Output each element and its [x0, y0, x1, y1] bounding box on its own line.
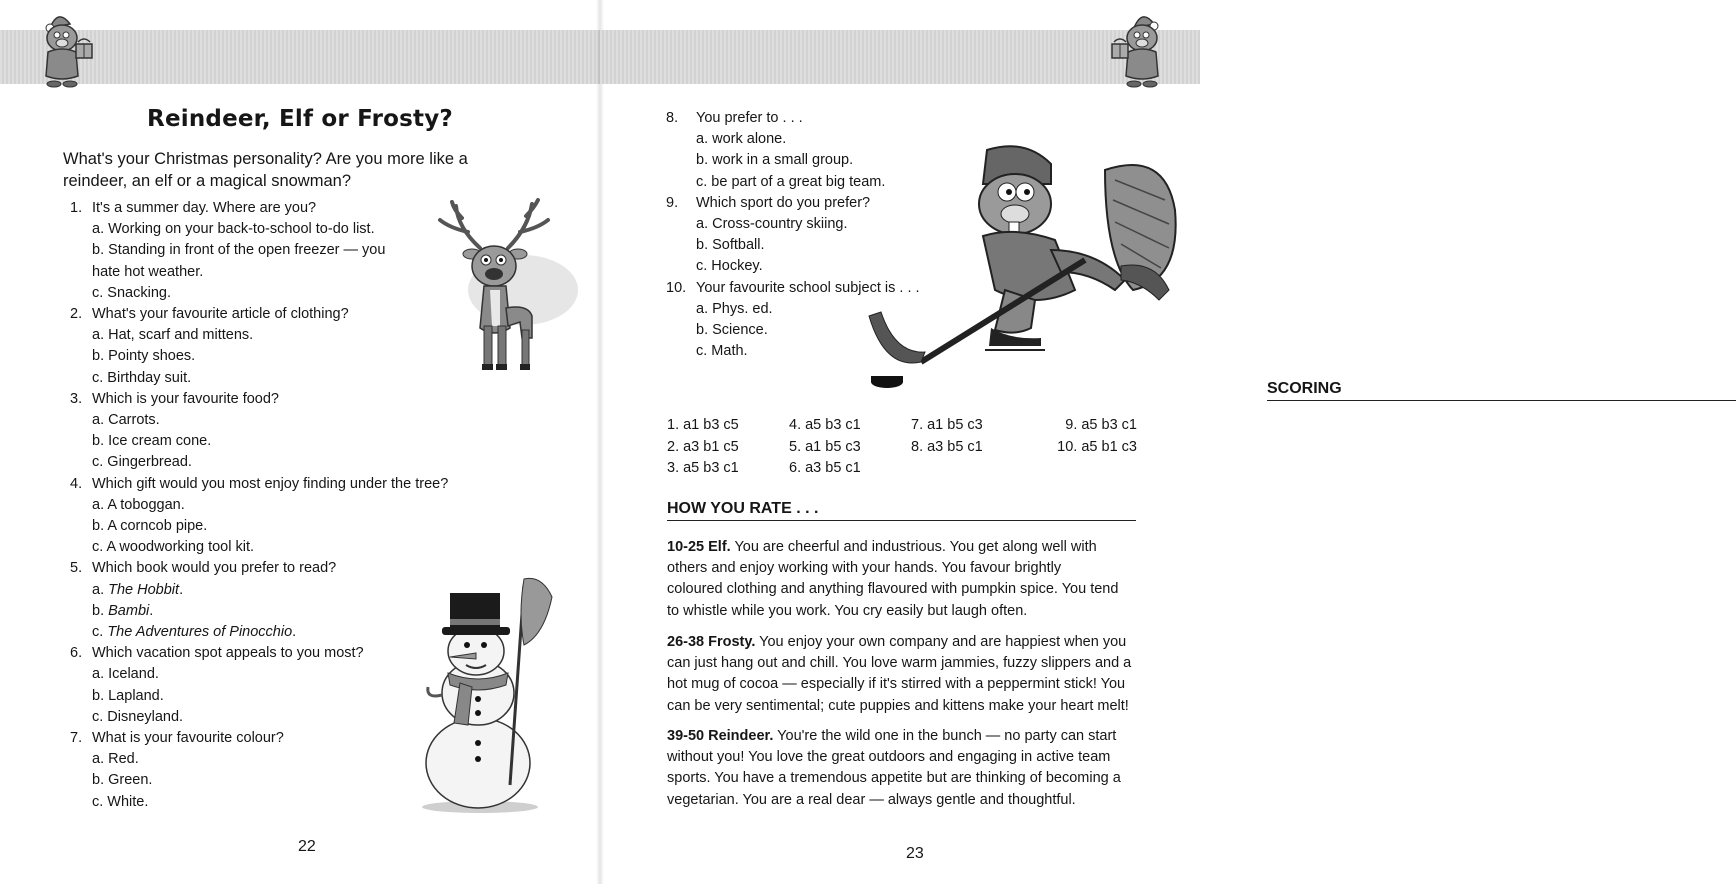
question-4: [70, 474, 490, 559]
answer-option: b. Standing in front of the open freezer — you: [92, 242, 386, 259]
question-text: What is your favourite colour?: [92, 730, 284, 747]
page-title: Reindeer, Elf or Frosty?: [147, 106, 453, 132]
question-number: 8.: [666, 110, 679, 126]
answer-option: c. A woodworking tool kit.: [92, 539, 254, 556]
beaver-hockey-illustration: [865, 140, 1195, 400]
scoring-cell: [911, 458, 1033, 480]
answer-option: c. Math.: [696, 343, 748, 360]
answer-option: b. Ice cream cone.: [92, 433, 212, 450]
question-text: Which gift would you most enjoy finding under the tree?: [92, 475, 449, 492]
question-number: 2.: [70, 306, 83, 323]
answer-option: a. work alone.: [696, 131, 787, 148]
answer-option: a. Hat, scarf and mittens.: [92, 327, 254, 344]
snowman-illustration: [420, 575, 580, 815]
question-text: What's your favourite article of clothing?: [92, 306, 349, 323]
question-number: 9.: [666, 194, 679, 211]
scoring-cell: 1. a1 b3 c5: [667, 417, 739, 433]
question-text: Your favourite school subject is . . .: [696, 279, 920, 296]
result-label: 10-25 Elf.: [667, 539, 731, 555]
scoring-cell: 3. a5 b3 c1: [667, 460, 739, 476]
question-text: It's a summer day. Where are you?: [92, 200, 317, 216]
answer-option: b. Green.: [92, 772, 153, 789]
page-number: 22: [298, 838, 316, 855]
answer-option: b. Science.: [696, 322, 768, 339]
question-text: Which sport do you prefer?: [696, 194, 871, 211]
answer-option: c. Birthday suit.: [92, 369, 192, 386]
question-2: [70, 304, 490, 389]
answer-option: a. Red.: [92, 751, 139, 768]
answer-option: a. A toboggan.: [92, 496, 185, 513]
question-text: You prefer to . . .: [696, 110, 803, 126]
answer-option: a. Working on your back-to-school to-do list.: [92, 221, 375, 238]
answer-option: b. Pointy shoes.: [92, 348, 196, 365]
result-frosty: 26-38 Frosty. You enjoy your own company and are happiest when you can just hang out and chill. You love warm jammies, fuzzy slippers and a hot mug of cocoa — especially if it's stirred with a peppermint stick! You can be very sentimental; cute puppies and kittens make your heart melt!: [667, 634, 1132, 714]
scoring-cell: 8. a3 b5 c1: [911, 438, 983, 455]
book-title: The Hobbit: [108, 581, 180, 598]
page-number: 23: [906, 845, 924, 862]
left-page: [0, 0, 600, 884]
answer-option: b. Lapland.: [92, 687, 164, 704]
reindeer-illustration: [428, 198, 583, 378]
answer-option: c. Disneyland.: [92, 708, 184, 725]
answer-option: b. work in a small group.: [696, 152, 854, 169]
scoring-cell: 6. a3 b5 c1: [789, 460, 861, 476]
scoring-cell: 4. a5 b3 c1: [789, 417, 861, 433]
question-number: 1.: [70, 200, 83, 216]
question-text: Which is your favourite food?: [92, 390, 279, 407]
question-1: [70, 198, 490, 304]
scoring-cell: [1033, 458, 1137, 480]
answer-option: a. Phys. ed.: [696, 300, 773, 317]
answer-option: b. Bambi.: [92, 602, 154, 619]
answer-option: hate hot weather.: [92, 263, 204, 280]
right-page: [600, 0, 1342, 884]
how-you-rate-heading: HOW YOU RATE . . .: [667, 500, 1136, 521]
beaver-mascot-icon: [36, 6, 106, 96]
result-reindeer: 39-50 Reindeer. You're the wild one in the bunch — no party can start without you! You love the great outdoors and engaging in active team sports. You have a tremendous appetite but are thinking of becoming a vegetarian. You are a real dear — always gentle and thoughtful.: [667, 728, 1121, 808]
answer-option: c. Gingerbread.: [92, 454, 192, 471]
answer-option: c. The Adventures of Pinocchio.: [92, 624, 297, 641]
result-elf: 10-25 Elf. You are cheerful and industrious. You get along well with others and enjoy working with your hands. You favour brightly coloured clothing and anything flavoured with pumpkin spice. You tend to whistle while you work. You cry easily but laugh often.: [667, 539, 1119, 619]
answer-option: c. White.: [92, 793, 149, 810]
result-label: 26-38 Frosty.: [667, 634, 756, 650]
scoring-cell: 9. a5 b3 c1: [1065, 417, 1137, 433]
question-number: 6.: [70, 645, 83, 662]
question-number: 5.: [70, 560, 83, 577]
question-number: 4.: [70, 475, 83, 492]
scoring-cell: 10. a5 b1 c3: [1057, 438, 1137, 455]
question-text: Which vacation spot appeals to you most?: [92, 645, 364, 662]
book-title: The Adventures of Pinocchio: [107, 624, 293, 641]
scoring-table: [667, 415, 1137, 480]
question-number: 3.: [70, 390, 83, 407]
scoring-heading: SCORING: [1267, 380, 1736, 401]
answer-option: a. The Hobbit.: [92, 581, 184, 598]
question-number: 10.: [666, 279, 687, 296]
beaver-mascot-icon: [1098, 6, 1168, 96]
scoring-cell: 7. a1 b5 c3: [911, 417, 983, 433]
answer-option: c. Snacking.: [92, 284, 171, 301]
answer-option: c. be part of a great big team.: [696, 173, 886, 190]
answer-option: a. Iceland.: [92, 666, 159, 683]
question-3: [70, 389, 490, 474]
question-number: 7.: [70, 730, 83, 747]
intro-text: What's your Christmas personality? Are you more like a reindeer, an elf or a magical snowman?: [63, 150, 468, 190]
answer-option: b. A corncob pipe.: [92, 518, 208, 535]
answer-option: c. Hockey.: [696, 258, 763, 275]
scoring-cell: 2. a3 b1 c5: [667, 438, 739, 455]
scoring-cell: 5. a1 b5 c3: [789, 438, 861, 455]
answer-option: a. Cross-country skiing.: [696, 216, 848, 233]
answer-option: a. Carrots.: [92, 412, 160, 429]
result-label: 39-50 Reindeer.: [667, 728, 774, 744]
book-title: Bambi: [108, 602, 150, 619]
answer-option: b. Softball.: [696, 237, 765, 254]
question-text: Which book would you prefer to read?: [92, 560, 337, 577]
